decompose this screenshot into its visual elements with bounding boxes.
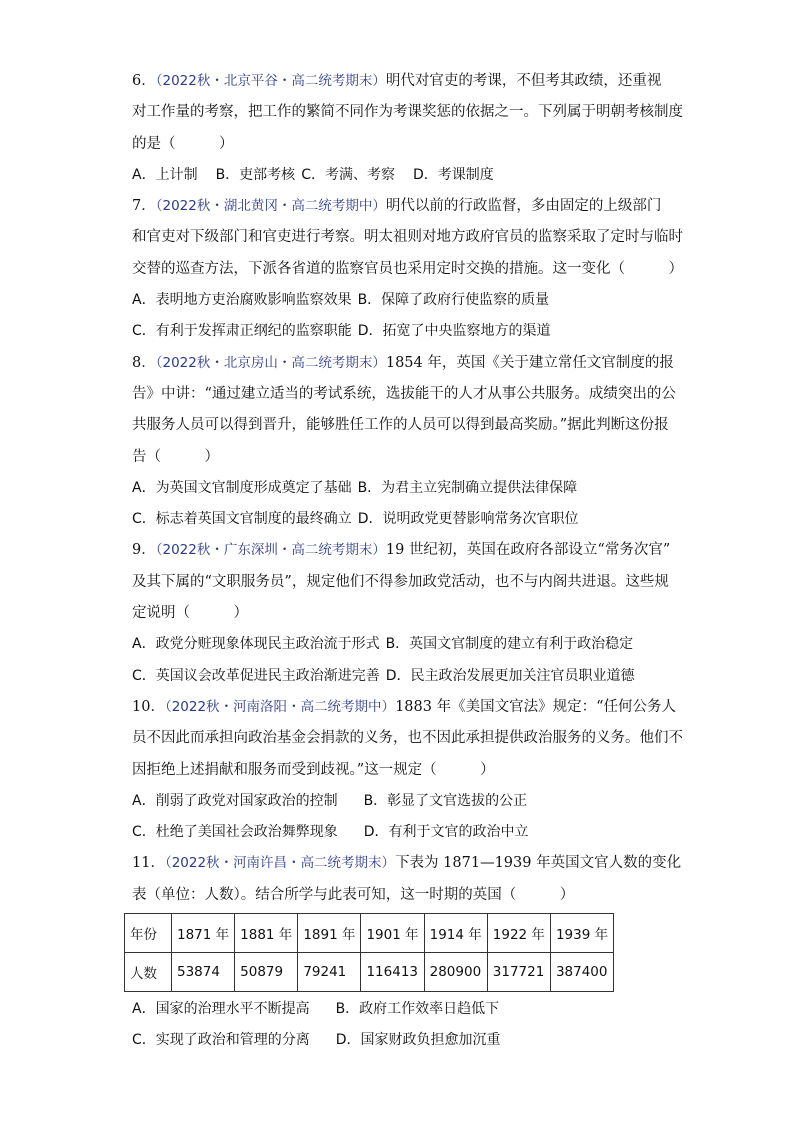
question-7: [132, 191, 683, 347]
question-11: [130, 848, 682, 1056]
option-b: B．政府工作效率日趋低下: [335, 1001, 500, 1018]
question-source[interactable]: （2022秋・河南洛阳・高二统考期中）: [164, 698, 396, 715]
option-b: B．为君主立宪制确立提供法律保障: [357, 479, 578, 496]
question-text: 明代对官吏的考课，不但考其政绩，还重视: [385, 73, 662, 89]
question-text: 定说明（ ）: [132, 605, 248, 622]
table-row: [125, 953, 614, 992]
option-c: C．标志着英国文官制度的最终确立: [132, 511, 352, 528]
option-c: C．英国议会改革促进民主政治渐进完善: [132, 667, 380, 684]
table-cell: 116413: [361, 953, 424, 992]
question-10: [132, 692, 683, 848]
table-header-cell: 年份: [125, 914, 172, 953]
option-b: B．保障了政府行使监察的质量: [357, 292, 550, 309]
question-text: 共服务人员可以得到晋升，能够胜任工作的人员可以得到最高奖励。”据此判断这份报: [132, 417, 669, 434]
question-number: 9．: [132, 542, 156, 559]
question-text: 1883 年《美国文官法》规定：“任何公务人: [395, 698, 676, 715]
option-a: A．表明地方吏治腐败影响监察效果: [132, 292, 352, 309]
question-text: 告》中讲：“通过建立适当的考试系统，选拔能干的人才从事公共服务。成绩突出的公: [132, 385, 676, 402]
option-c: C．杜绝了美国社会政治舞弊现象: [132, 824, 338, 841]
civil-servant-table: [124, 913, 614, 992]
question-text: 员不因此而承担向政治基金会捐款的义务，也不因此承担提供政治服务的义务。他们不: [132, 730, 683, 747]
option-b: B．彰显了文官选拔的公正: [363, 792, 528, 809]
question-source[interactable]: （2022秋・湖北黄冈・高二统考期中）: [155, 198, 386, 215]
question-text: 告（ ）: [132, 448, 219, 465]
table-cell: 280900: [424, 953, 487, 992]
question-text: 1854 年，英国《关于建立常任文官制度的报: [385, 354, 674, 371]
question-text: 19 世纪初，英国在政府各部设立“常务次官”: [385, 542, 671, 559]
table-cell: 1871 年: [172, 914, 235, 953]
option-a: A．为英国文官制度形成奠定了基础: [132, 479, 352, 496]
question-text: 表（单位：人数）。结合所学与此表可知，这一时期的英国（ ）: [132, 886, 575, 903]
question-text: 和官吏对下级部门和官吏进行考察。明太祖则对地方政府官员的监察采取了定时与临时: [132, 229, 683, 246]
question-source[interactable]: （2022秋・河南许昌・高二统考期末）: [164, 855, 396, 872]
question-8: [132, 348, 676, 536]
table-cell: 317721: [487, 953, 550, 992]
question-text: 及其下属的“文职服务员”，规定他们不得参加政党活动，也不与内阁共进退。这些规: [132, 573, 669, 590]
table-row: [125, 914, 614, 953]
option-d: D．国家财政负担愈加沉重: [335, 1032, 501, 1049]
question-page: [130, 66, 683, 1057]
question-9: [132, 535, 672, 691]
question-6: [132, 66, 683, 191]
option-b: B．英国文官制度的建立有利于政治稳定: [385, 636, 634, 653]
option-a: A．国家的治理水平不断提高: [132, 1001, 310, 1018]
question-text: 交替的巡查方法，下派各省道的监察官员也采用定时交换的措施。这一变化（ ）: [132, 260, 683, 277]
table-cell: 1901 年: [361, 914, 424, 953]
option-a: A．削弱了政党对国家政治的控制: [132, 792, 338, 809]
table-cell: 79241: [298, 953, 361, 992]
table-cell: 50879: [235, 953, 298, 992]
table-cell: 1891 年: [298, 914, 361, 953]
question-number: 10．: [132, 698, 165, 715]
option-d: D．说明政党更替影响常务次官职位: [357, 511, 579, 528]
question-text: 因拒绝上述捐献和服务而受到歧视。”这一规定（ ）: [132, 761, 495, 778]
table-cell: 1881 年: [235, 914, 298, 953]
table-cell: 1939 年: [550, 914, 613, 953]
option-c: C．考满、考察: [301, 166, 395, 183]
option-a: A．政党分赃现象体现民主政治流于形式: [132, 636, 380, 653]
question-text: 下表为 1871—1939 年英国文官人数的变化: [395, 855, 682, 872]
question-number: 8．: [132, 354, 156, 371]
question-number: 6．: [132, 73, 156, 89]
question-text: 对工作量的考察，把工作的繁简不同作为考课奖惩的依据之一。下列属于明朝考核制度: [132, 104, 683, 121]
question-number: 7．: [132, 198, 156, 215]
option-c: C．有利于发挥肃正纲纪的监察职能: [132, 323, 352, 340]
option-d: D．考课制度: [412, 166, 494, 183]
option-d: D．民主政治发展更加关注官员职业道德: [385, 667, 635, 684]
option-a: A．上计制: [132, 166, 198, 183]
question-source[interactable]: （2022秋・北京平谷・高二统考期末）: [155, 73, 386, 89]
option-b: B．吏部考核: [215, 166, 296, 183]
table-header-cell: 人数: [125, 953, 172, 992]
table-cell: 1914 年: [424, 914, 487, 953]
option-c: C．实现了政治和管理的分离: [132, 1032, 310, 1049]
option-row: [132, 160, 672, 191]
question-source[interactable]: （2022秋・北京房山・高二统考期末）: [155, 354, 386, 371]
option-d: D．有利于文官的政治中立: [363, 824, 529, 841]
question-source[interactable]: （2022秋・广东深圳・高二统考期末）: [155, 542, 386, 559]
option-d: D．拓宽了中央监察地方的渠道: [357, 323, 551, 340]
table-cell: 387400: [550, 953, 613, 992]
table-cell: 53874: [172, 953, 235, 992]
question-number: 11．: [132, 855, 165, 872]
question-text: 明代以前的行政监督，多由固定的上级部门: [385, 198, 662, 215]
table-cell: 1922 年: [487, 914, 550, 953]
question-text: 的是（ ）: [132, 135, 234, 152]
